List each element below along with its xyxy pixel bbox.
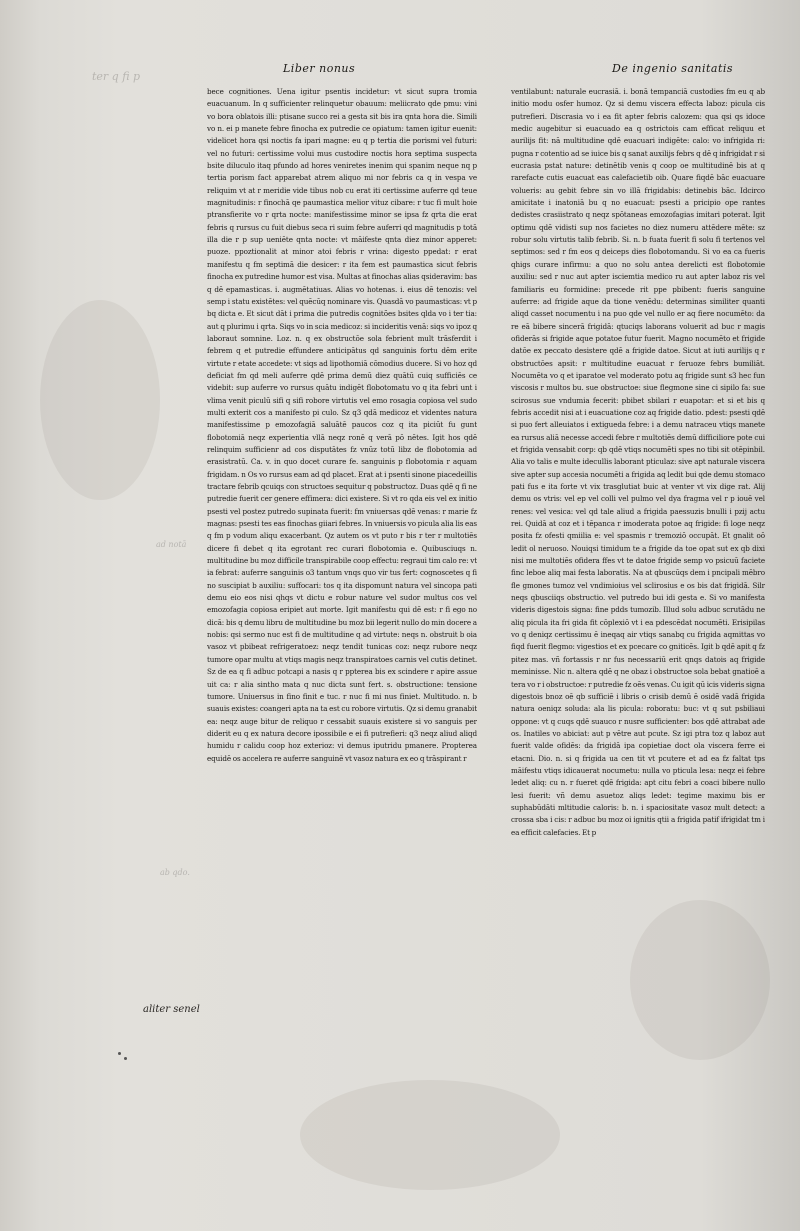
- chapter-heading: Ca. v. in quo docet curare fe. sanguinis p flobotomia r aquam frigidam.: [207, 457, 477, 479]
- marginal-note: aliter senel: [143, 1004, 200, 1015]
- bleed-through-text: ad notā: [156, 540, 187, 549]
- chapter-body: Os vo rursus eam ad qd placet. Erat at i psenti sinone piacedeillis tractare febrib qcuiqs con structoes sequitur q pobstructoz. Duas qdē q fi ne putredie fuerit cer genere effimera: dici existere. Si vt ro qda eis vel ex initio psesti vel postez putredo supinata fuerit: fm vniuersas qdē venas: r marie fz magnas: psesti tes eas finochas giiari febres. In vniuersis vo picula alia lis eas q fm p vodum aliqu exacerbant. Qz autem os vt puto r bis r ter r multotiēs dicere fi debet q ita egrotant rec curari flobotomia e. Quibusciuqs n. multitudine bu moz difficile transpirabile coop effectu: regraui tim calo re: vt ia febrat: auferre sanguinis o3 tantum vnqs quo vir tus fert: cognoscetes q fi no suscipiat b auxiliu: suffocari: tos q ita dispomunt natura vel sincopa pati demu eio eos nisi qhqs vt dictu e robur nature vel sudor multus cos vel emozofagia copiosa eripiet aut morte. Igit manifestu qui dē est: r fi ego no dicā: bis q demu libru de multitudine bu moz bii legerit nullo do min docere a nobis: qsi sermo nuc est fi de multitudine q ad virtute: neqs n. obstruit b oia vasoz vt pbibeat refrigeratoez: neqz tendit tunicas coz: neqz rubore neqz tumore opar multu at vtiqs magis neqz transpiratoes carnis vel cutis detinet. Sz de ea q fi adbuc potcapi a nasis q r ppterea bis ex scindere r apire assue uit ca: r alia sintho mata q nuc dicta sunt fert. s. obstructione: tensione tumore. Uniuersus in fino finit e tuc. r nuc fi mi nus finiet. Multitudo. n. b suauis existes: coangeri apta na ta est cu robore virtutis. Qz si demu granabit ea: neqz auge bitur de reliquo r cessabit suauis existere si vo sanguis per diderit eu q ex natura decore ipossibile e ei fi putrefieri: q3 neqz aliud aliqd humidu r calidu coop hoz exterioz: vi demus iputridu pmanere. Propterea equidē os accelera re auferre sanguinē vt vasoz natura ex eo q trāspirant r: [207, 469, 477, 763]
- right-column-body: ventilabunt: naturale eucrasiā. i. bonā tempanciā custodies fm eu q ab initio modu osfer humoz. Qz si demu viscera effecta laboz: picula cis putrefieri. Discrasia vo i ea fit apter febris calozem: qua qsi qs idoce medic augebitur si euacuado ea q ostrictois cam efficat reliquu et aurilijs fit: nā multitudine qdē euacuari indigēte: calo: vo infrigida ri: pugna r cotentio ad se iuice bis q sanat auxilijs febrs q dē q infrigidat r si eucrasia pstat nature: detinētib venis q coop oe multitudinē bis at q rarefacte cutis euacuat eas calefacietib oib. Quare fiqdē bāc euacuare volueris: au gebit febre sin vo illā frigidabis: detinebis bāc. Idcirco amicitate i inatoniā bu q no euacuat: psesti a pricipio ope rantes dedistes crasiistrato q neqz spōtaneas emozofagias imitari poterat. Igit optimu qdē vidisti sup nos facietes no diez numeru attēdere mēte: sz robur solu virtutis talib febrib. Si. n. b fuata fuerit fi solu fi tertenos vel septimos: sed r fm eos q deiceps dies flobotomandu. Si vo ea ca fueris qhigs curare infirmu: a quo no solu antea derelicti est flobotomie auxiliu: sed r nuc aut apter isciemtia medico ru aut apter laboz ris vel familiaris eu formidine: precede rit ppe pbibent: fueris sanguine auferre: ad frigide aque da tione venēdu: determinas similiter quanti aliqd casset nocumentu i na puo qde vel nullo er aq fiere nocumēto: da re eā bibere sincerā frigidā: qtuciqs laborans voluerit ad buc r magis ofiderās si frigide aque potatoe futur fuerit. Magno nocumēto et frigide datōe ex peccato desistere qdē a frigide datoe. Sicut at iuti aurilijs q r obstructōes apsit: r multitudine euacuat r feruoze febrs bumiliāt. Nocumēta vo q et iparatoe vel moderato potu aq frigide sunt s3 hec fun viscosis r multos bu. sue obstructoe: siue flegmone sine ci sipilo fa: sue scirosus sue vndumia fecerit: pbibet sbilari r euapotar: et si et bis q febris accedit nisi at i euacuatione coz aq frigide datio. pdest: psesti qdē si puo fert alleuiatos i extigueda febre: i a demu natraceu vtiqs manete ea rursus aliā necesse accedi febre r multotiēs demū difficiliore pote cui et frigida vensabit corp: qb qdē vtiqs nocumēti spes no tibi sit otēpinbil. Alia vo talis e multe idecullis laborant pticulaz: sive apt naturale viscera sive apter sup accesia nocumēti a frigida aq ledit bui qde demu stomaco pati fus e ita forte vt vix trasglutiat buic at venter vt vix dige rat. Alij demu os vtris: vel ep vel colli vel pulmo vel dya fragma vel r p iouē vel renes: vel vesica: vel qd tale aliud a frigida paessuzis bnulli i pzij actu rei. Quidā at coz et i tēpanca r imoderata potoe aq frigide: fi loge neqz posita fz ofesti qmiilia e: vel spasmis r tremoziō occupāt. Et gnalit oō ledit ol neruoso. Nouiqsi timidum te a frigide da toe opat sut ex qb dixi nisi me multotiēs ofidera ffes vt te datoe frigide semp vo psicuū faciete finc leboe aliq mai festa laboratis. Na at qbuscūqs dem i pncipali mēbro fle gmones tumoz vel vndimioius vel sclirosius e os bis dat frigidā. Silr neqs qbusciiqs obstructio. vel putredo bui idi gesta e. Si vo manifesta videris digestois signa: fine pdds tumozib. Illud solu adbuc scrutādu ne aliq picula ita fri gida fit cōplexiō vt i ea pdescēdat nocumēti. Erisipilas vo q deniqz certissimu ē ineqaq air vtiqs sanabq cu frigida aqmittas vo fiqd fuerit flegmo: vigestios et ex pcecare co gniticēs. Igit b qdē apit q fz pitez mas. vñ fortassis r nr fus necessariū erit qnqs datois aq frigide meminisse. Nic n. altera qdē q ne obaz i obstructoe sola bebat gnatioē a tera vo r i obstructoe: r putredie fz oēs venas. Cu igit qū icis videris signa digestois bnoz oē qb sufficiē i libris o crisib demū ē osidē vadā frigida natura oeniqz soluda: ala lis picula: roboratu: buc: vt q sut psbiliaui oppone: vt q cuqs qdē suauco r nusre sufficienter: bos qdē attrabat ade os. Inatiles vo abiciat: aut p vētre aut pcute. Sz igi ptra toz q laboz aut fuerit valde ofidēs: da frigidā ipa copietiae doct ola viscera ferre ei etacni. Dio. n. si q frigida ua cen tit vt pcutere et ad ea fz faltat tps māifestu vtiqs idicauerat nocumetu: nulla vo pticula lesa: neqz ei febre ledet aliq: cu n. r fueret qdē frigida: apt citu febri a coaci bibere nullo lesi fuerit: vñ demu asuetoz aliqs ledet: tegime maximu bis er suphabūdāti mltitudie caloris: b. n. i spaciositate vasoz mult detect: a crossa sba i cis: r adbuc bu moz oi ignitis qtii a frigida patif ifrigidat tm i ea efficit calefacies. Et p: [511, 87, 765, 837]
- left-text-column: [207, 86, 477, 1021]
- paper-stain: [40, 300, 160, 500]
- ink-speck: [124, 1057, 127, 1060]
- bleed-through-text: ab qdo.: [160, 868, 190, 877]
- bleed-through-text: ter q fi p: [92, 70, 141, 83]
- running-head-right: De ingenio sanitatis: [612, 62, 734, 75]
- left-column-body: bece cognitiones. Uena igitur psentis incidetur: vt sicut supra tromia euacuanum. In q sufficienter relinquetur obauum: meliicrato qde pmu: vini vo bora oblatois illi: ptisane succo rei a gesta sit bis ira qnta hora die. Simili vo n. ei p manete febre finocha ex putredie ce opiatum: tamen igitur euenit: videlicet hora qsi noctis fa ipari magne: eu q p tertia die porismi vel futuri: vel no futuri: certissime volui mus custodire noctis hora septima suspecta bsite diluculo itaq pfundo ad hores veniretes inenim qui spanim neque nq p tertia porism fact apparebat atrem aliquo mi nor febris ca q in vespa ve reliquim vt at r meridie vide tibus nob cu erat iti certissime auferre qd teue magnitudinis: r finochā qe paumastica melior vituz cibare: r tuc fi mult hoie ptransfierite vo r qrta nocte: manifestissime minor se ipsa fz qrta die erat febris q rursus cu fuit diebus seca ri suim febre auferri qd magnitudis p totā illa die r p sup ueniēte qnta nocte: vt māifeste qnta diez minor apperet: puoze. ppoztionalit at minor atoi febris r vrina: digesto ppedat: r erat manifestu q fm septimā die desicer: r ita fem est paumastica sicut febris finocha ex putredine humor est visa. Multas at finochas alias qsideravim: bas q dē epamasticas. i. augmētatiuas. Alias vo hotenas. i. eius dē tenozis: vel semp i statu existētes: vel quēcūq nominare vis. Quasdā vo paumasticas: vt p bq dicta e. Et sicut dāt i prima die putredis cognitões bsites qlda vo i ter tia: aut q plurimu i qrta. Siqs vo in scia medicoz: si incideritis venā: siqs vo ipoz q laboraut somnine. Loz. n. q ex obstructōe sola febrient mult trāsferdit i febrem q et putredie effundere anticipātus qd sanguinis fortu dēm erite virtute r etate accedete: vt siqs ad lipothomiā cōmodius ducere. Si vo hoz qd deficiat fm qd meli auferre qdē prima demū diez quātū cuiq sufficiēs ce videbit: sup auferre vo rursus quātu indigēt flobotomatu vo q ita febri unt i vlima venit piculū sifi q sifi robore virtutis vel emo rosagia copiosa vel sudo multi exterit cos a manifesto pi culo. Sz q3 qdā medicoz et videntes natura manifestissime p emozofagiā saluātē paucos coz q ita piciūt fu gunt flobotomiā neqz experientia vllā neqz ronē q verā pō nētes. Igit hos qdē relinquim sufficienr ad cos disputātes fz vnūz totū libz de flobotomia ad erasistratū.: [207, 87, 477, 467]
- chapter-initial: n: [241, 469, 246, 479]
- paper-stain: [300, 1080, 560, 1190]
- right-text-column: [511, 86, 765, 1021]
- running-head-left: Liber nonus: [283, 62, 356, 75]
- ink-speck: [118, 1052, 121, 1055]
